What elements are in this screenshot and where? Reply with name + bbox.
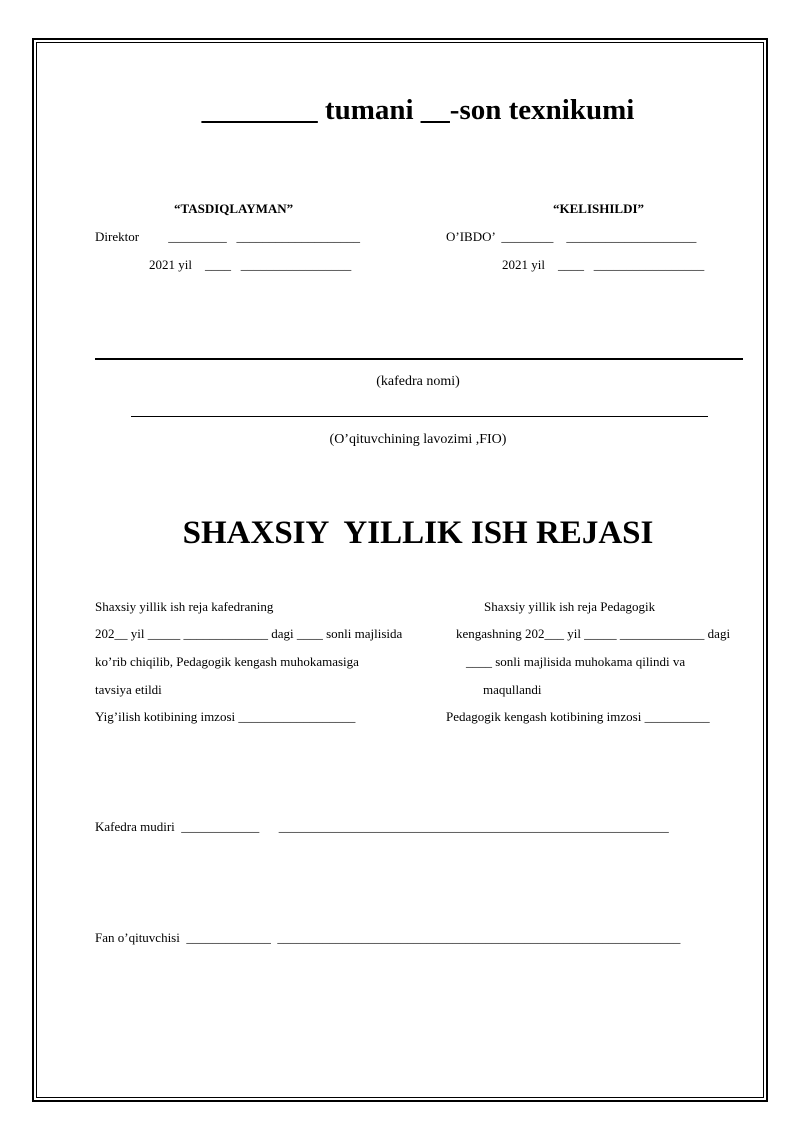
- teacher-signature: Fan o’qituvchisi _____________ ______________________________________________________________: [95, 930, 681, 945]
- right-block-line-1: Shaxsiy yillik ish reja Pedagogik: [484, 599, 656, 614]
- approve-heading: “TASDIQLAYMAN”: [174, 201, 294, 216]
- left-block-line-5: Yig’ilish kotibining imzosi __________________: [95, 709, 356, 724]
- left-block-line-3: ko’rib chiqilib, Pedagogik kengash muhokamasiga: [95, 654, 359, 669]
- left-block-line-2: 202__ yil _____ _____________ dagi ____ sonli majlisida: [95, 626, 403, 641]
- director-date-line: 2021 yil ____ _________________: [149, 257, 352, 272]
- department-name-line: [95, 358, 743, 360]
- department-head-signature: Kafedra mudiri ____________ ____________________________________________________________: [95, 819, 669, 834]
- institution-title: ________ tumani __-son texnikumi: [201, 94, 635, 126]
- deputy-line: O’IBDO’ ________ ____________________: [446, 229, 697, 244]
- right-block-line-5: Pedagogik kengash kotibining imzosi __________: [446, 709, 710, 724]
- plan-heading: SHAXSIY YILLIK ISH REJASI: [182, 515, 654, 551]
- teacher-name-line: [131, 416, 708, 417]
- right-block-line-2: kengashning 202___ yil _____ _____________ dagi: [456, 626, 731, 641]
- left-block-line-1: Shaxsiy yillik ish reja kafedraning: [95, 599, 274, 614]
- teacher-caption: (O’qituvchining lavozimi ,FIO): [329, 432, 507, 447]
- right-block-line-4: maqullandi: [483, 682, 542, 697]
- director-line: Direktor _________ ___________________: [95, 229, 361, 244]
- left-block-line-4: tavsiya etildi: [95, 682, 162, 697]
- deputy-date-line: 2021 yil ____ _________________: [502, 257, 705, 272]
- right-block-line-3: ____ sonli majlisida muhokama qilindi va: [466, 654, 686, 669]
- agreed-heading: “KELISHILDI”: [553, 201, 645, 216]
- department-caption: (kafedra nomi): [376, 374, 460, 389]
